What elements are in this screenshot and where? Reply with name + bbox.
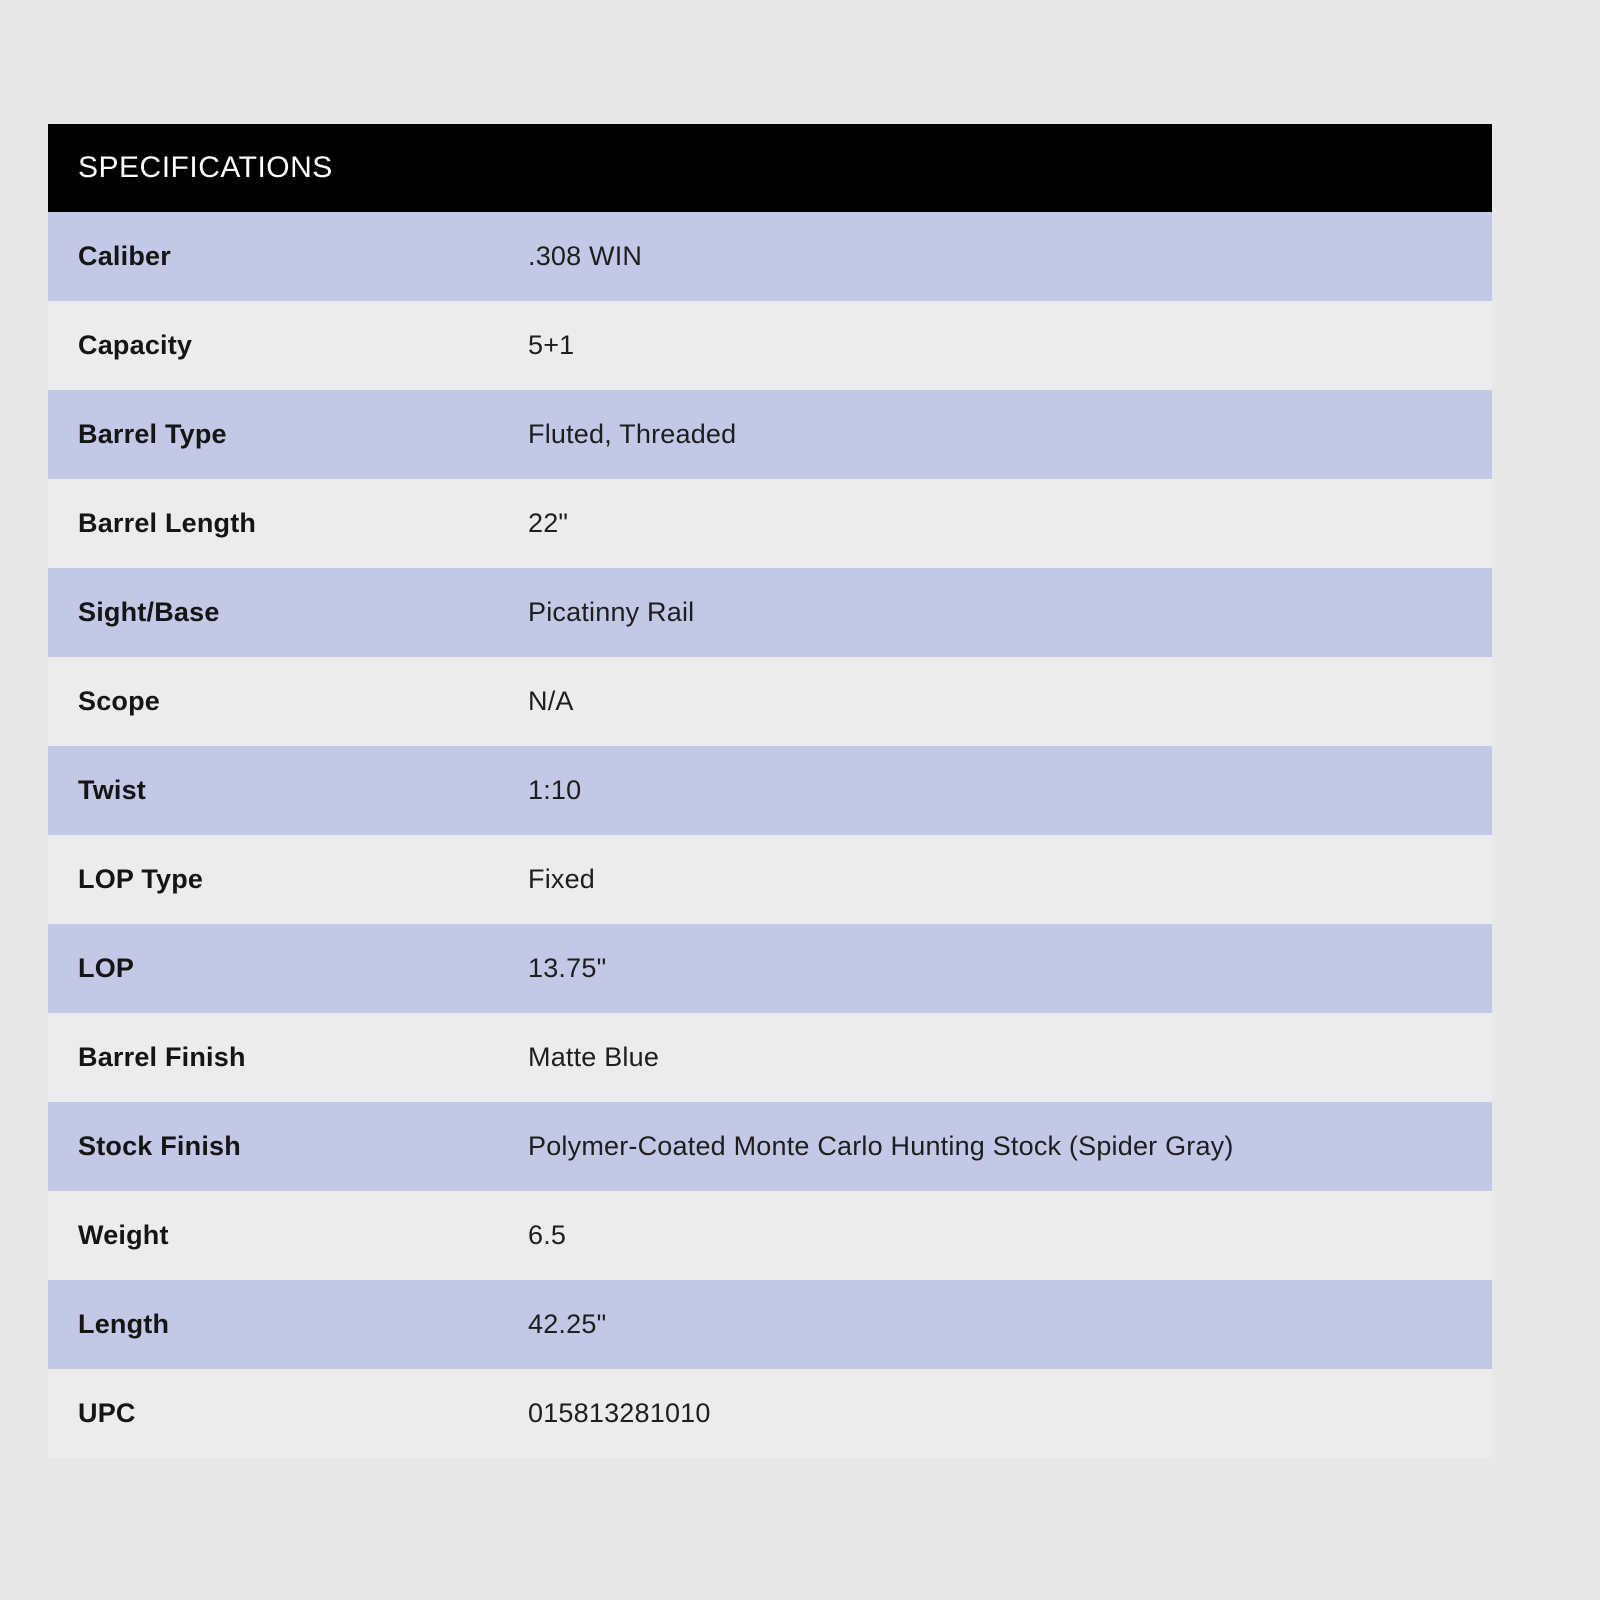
spec-label: Barrel Finish bbox=[78, 1042, 246, 1072]
spec-label: Length bbox=[78, 1309, 170, 1339]
table-row bbox=[48, 390, 1492, 479]
spec-label: Barrel Length bbox=[78, 508, 257, 538]
spec-label: Barrel Type bbox=[78, 419, 227, 449]
spec-label: LOP bbox=[78, 953, 135, 983]
spec-value: .308 WIN bbox=[528, 241, 643, 271]
table-row bbox=[48, 1013, 1492, 1102]
table-row bbox=[48, 1280, 1492, 1369]
table-row bbox=[48, 746, 1492, 835]
spec-value: Polymer-Coated Monte Carlo Hunting Stock (Spider Gray) bbox=[528, 1131, 1234, 1161]
spec-label: Scope bbox=[78, 686, 161, 716]
table-row bbox=[48, 212, 1492, 301]
spec-label: Sight/Base bbox=[78, 597, 220, 627]
table-row bbox=[48, 1191, 1492, 1280]
table-row bbox=[48, 301, 1492, 390]
spec-value: 13.75" bbox=[528, 953, 607, 983]
spec-value: 6.5 bbox=[528, 1220, 567, 1250]
table-row bbox=[48, 835, 1492, 924]
specifications-title: SPECIFICATIONS bbox=[78, 151, 333, 184]
spec-label: LOP Type bbox=[78, 864, 204, 894]
spec-value: 22" bbox=[528, 508, 569, 538]
spec-label: Stock Finish bbox=[78, 1131, 241, 1161]
spec-label: Caliber bbox=[78, 241, 171, 271]
spec-value: Fluted, Threaded bbox=[528, 419, 737, 449]
spec-value: 5+1 bbox=[528, 330, 575, 360]
spec-value: 42.25" bbox=[528, 1309, 607, 1339]
spec-value: Picatinny Rail bbox=[528, 597, 695, 627]
table-row bbox=[48, 1102, 1492, 1191]
spec-label: Weight bbox=[78, 1220, 169, 1250]
table-row bbox=[48, 657, 1492, 746]
spec-label: Capacity bbox=[78, 330, 193, 360]
spec-value: Matte Blue bbox=[528, 1042, 660, 1072]
table-row bbox=[48, 1369, 1492, 1458]
spec-label: UPC bbox=[78, 1398, 136, 1428]
table-row bbox=[48, 568, 1492, 657]
spec-value: Fixed bbox=[528, 864, 596, 894]
spec-label: Twist bbox=[78, 775, 146, 805]
table-row bbox=[48, 924, 1492, 1013]
specifications-table bbox=[48, 124, 1492, 1458]
specifications-table-header bbox=[48, 124, 1492, 212]
spec-value: 1:10 bbox=[528, 775, 582, 805]
spec-value: 015813281010 bbox=[528, 1398, 711, 1428]
spec-value: N/A bbox=[528, 686, 574, 716]
table-row bbox=[48, 479, 1492, 568]
